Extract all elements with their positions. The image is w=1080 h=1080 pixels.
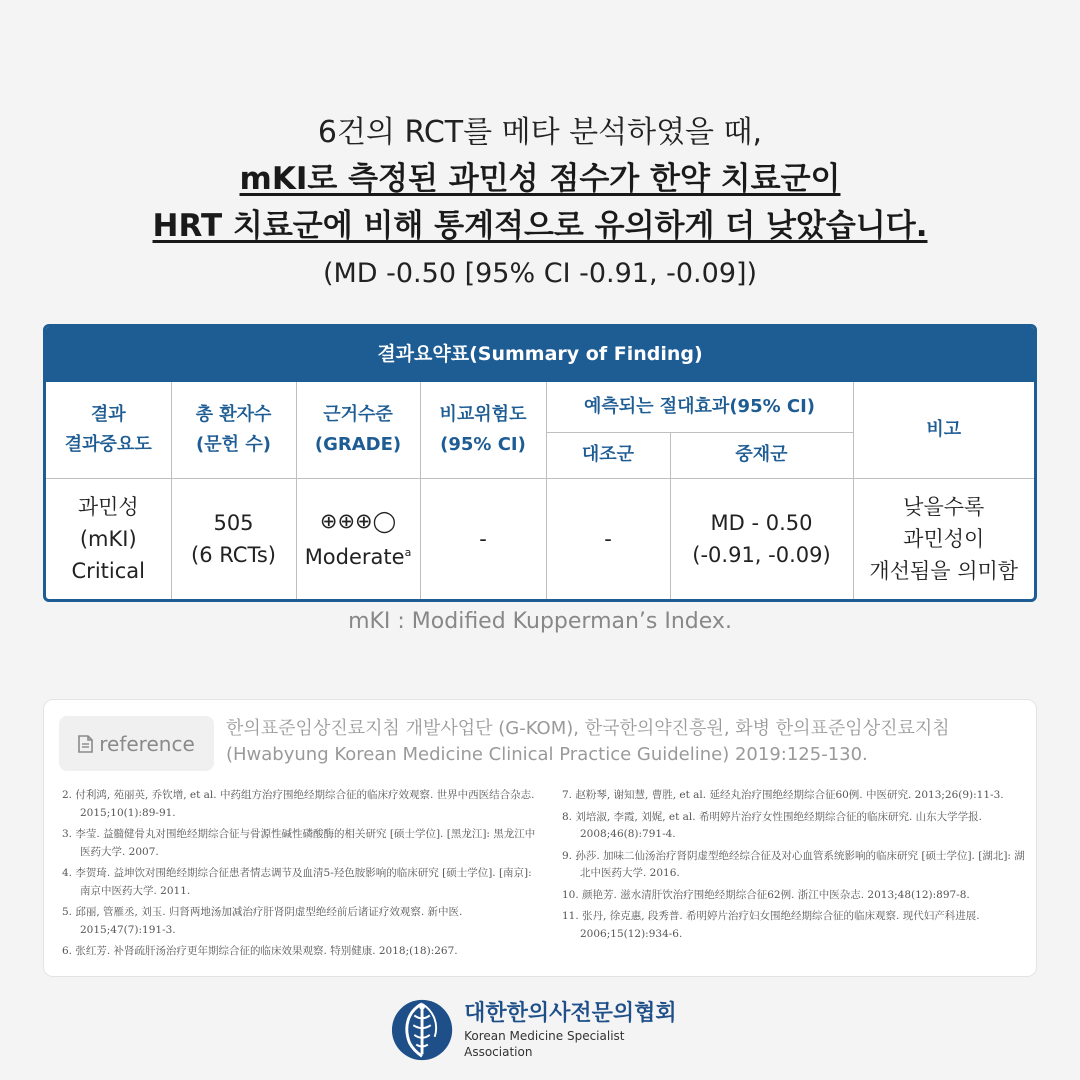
header-rr-l2: (95% CI)	[440, 433, 526, 455]
reference-line-2: (Hwabyung Korean Medicine Clinical Practice Guideline) 2019:125-130.	[226, 744, 868, 765]
summary-of-findings-table	[43, 324, 1037, 602]
cell-remarks-l3: 개선됨을 의미함	[869, 559, 1019, 584]
cell-intervention-l1: MD - 0.50	[710, 511, 813, 536]
document-icon	[78, 735, 93, 753]
cell-patients-l2: (6 RCTs)	[191, 543, 276, 568]
header-outcome-l2: 결과중요도	[64, 433, 152, 455]
grade-text: Moderate	[304, 545, 405, 570]
list-item: 3. 李莹. 益髓健骨丸对围绝经期综合征与骨源性碱性磷酸酶的相关研究 [硕士学位]. [黑龙江]: 黑龙江中医药大学. 2007.	[62, 828, 536, 858]
cell-remarks-l1: 낮을수록	[903, 495, 985, 520]
cell-patients-l1: 505	[213, 511, 254, 536]
cell-intervention	[670, 478, 853, 600]
grade-sup: a	[404, 546, 412, 560]
cell-outcome-l3: Critical	[71, 559, 145, 584]
reference-tag	[59, 716, 214, 771]
list-item: 5. 邱丽, 管雁丞, 刘玉. 归肾两地汤加减治疗肝肾阴虚型绝经前后诸证疗效观察. 新中医. 2015;47(7):191-3.	[62, 906, 463, 936]
cell-outcome-l1: 과민성	[77, 495, 139, 520]
header-remarks: 비고	[853, 382, 1034, 478]
cell-relative-risk: -	[420, 478, 546, 600]
reference-box	[43, 699, 1037, 977]
header-absolute-effect: 예측되는 절대효과(95% CI)	[546, 382, 853, 432]
list-item: 9. 孙莎. 加味二仙汤治疗肾阴虚型绝经综合征及对心血管系统影响的临床研究 [硕士学位]. [湖北]: 湖北中医药大学. 2016.	[562, 849, 1025, 879]
list-item: 4. 李贺琦. 益坤饮对围绝经期综合征患者情志调节及血清5-羟色胺影响的临床研究 [硕士学位]. [南京]: 南京中医药大学. 2011.	[62, 867, 532, 897]
list-item: 6. 张红芳. 补肾疏肝汤治疗更年期综合征的临床效果观察. 特别健康. 2018;(18):267.	[62, 945, 458, 957]
list-item: 10. 颜艳芳. 滋水清肝饮治疗围绝经期综合征62例. 浙江中医杂志. 2013;48(12):897-8.	[562, 888, 970, 901]
headline-line-1: 6건의 RCT를 메타 분석하였을 때,	[317, 115, 763, 150]
header-control: 대조군	[546, 432, 670, 478]
logo-text	[464, 1000, 690, 1060]
header-outcome-l1: 결과	[90, 403, 126, 425]
footnote: mKI : Modified Kupperman’s Index.	[348, 609, 732, 634]
header-patients-l2: (문헌 수)	[196, 433, 271, 455]
headline-line-4: (MD -0.50 [95% CI -0.91, -0.09])	[322, 258, 758, 289]
grade-symbols: ⊕⊕⊕◯	[319, 509, 397, 534]
reference-citation	[226, 716, 1026, 768]
reference-list-right	[562, 787, 1028, 947]
header-relative-risk	[420, 382, 546, 478]
cell-remarks-l2: 과민성이	[903, 527, 985, 552]
header-rr-l1: 비교위험도	[439, 403, 527, 425]
logo-korean-name: 대한한의사전문의협회	[464, 1001, 677, 1026]
list-item: 7. 赵粉琴, 谢知慧, 曹胜, et al. 延经丸治疗围绝经期综合征60例. 中医研究. 2013;26(9):11-3.	[562, 789, 1004, 801]
header-patients	[171, 382, 296, 478]
caduceus-emblem-icon	[390, 997, 454, 1063]
headline-line-2: mKI로 측정된 과민성 점수가 한약 치료군이	[239, 161, 841, 197]
header-patients-l1: 총 환자수	[195, 403, 272, 425]
list-item: 2. 付利鸿, 苑丽英, 乔钦增, et al. 中药组方治疗围绝经期综合征的临床疗效观察. 世界中西医结合杂志. 2015;10(1):89-91.	[62, 789, 535, 819]
reference-list-left	[62, 787, 537, 965]
header-outcome	[46, 382, 171, 478]
cell-outcome-l2: (mKI)	[79, 527, 137, 552]
cell-remarks	[853, 478, 1034, 600]
cell-control: -	[546, 478, 670, 600]
association-logo	[390, 996, 690, 1064]
reference-line-1: 한의표준임상진료지침 개발사업단 (G-KOM), 한국한의약진흥원, 화병 한의표준임상진료지침	[226, 718, 950, 739]
cell-patients	[171, 478, 296, 600]
table-row	[46, 478, 1034, 600]
findings-table	[46, 382, 1034, 600]
logo-english-name: Korean Medicine Specialist Association	[464, 1029, 625, 1059]
cell-intervention-l2: (-0.91, -0.09)	[692, 543, 831, 568]
reference-tag-label: reference	[99, 731, 195, 756]
header-grade-l1: 근거수준	[323, 403, 393, 425]
header-intervention: 중재군	[670, 432, 853, 478]
cell-outcome	[46, 478, 171, 600]
list-item: 8. 刘培淑, 李霞, 刘娓, et al. 希明婷片治疗女性围绝经期综合征的临床研究. 山东大学学报. 2008;46(8):791-4.	[562, 810, 982, 840]
list-item: 11. 张丹, 徐克惠, 段秀普. 希明婷片治疗妇女围绝经期综合征的临床观察. 现代妇产科进展. 2006;15(12):934-6.	[562, 910, 980, 940]
header-grade	[296, 382, 420, 478]
headline-line-3: HRT 치료군에 비해 통계적으로 유의하게 더 낮았습니다.	[152, 208, 928, 244]
table-title: 결과요약표(Summary of Finding)	[46, 327, 1034, 382]
grade-text-wrap	[297, 537, 420, 573]
headline	[0, 110, 1080, 296]
cell-grade	[296, 478, 420, 600]
header-grade-l2: (GRADE)	[314, 433, 402, 455]
